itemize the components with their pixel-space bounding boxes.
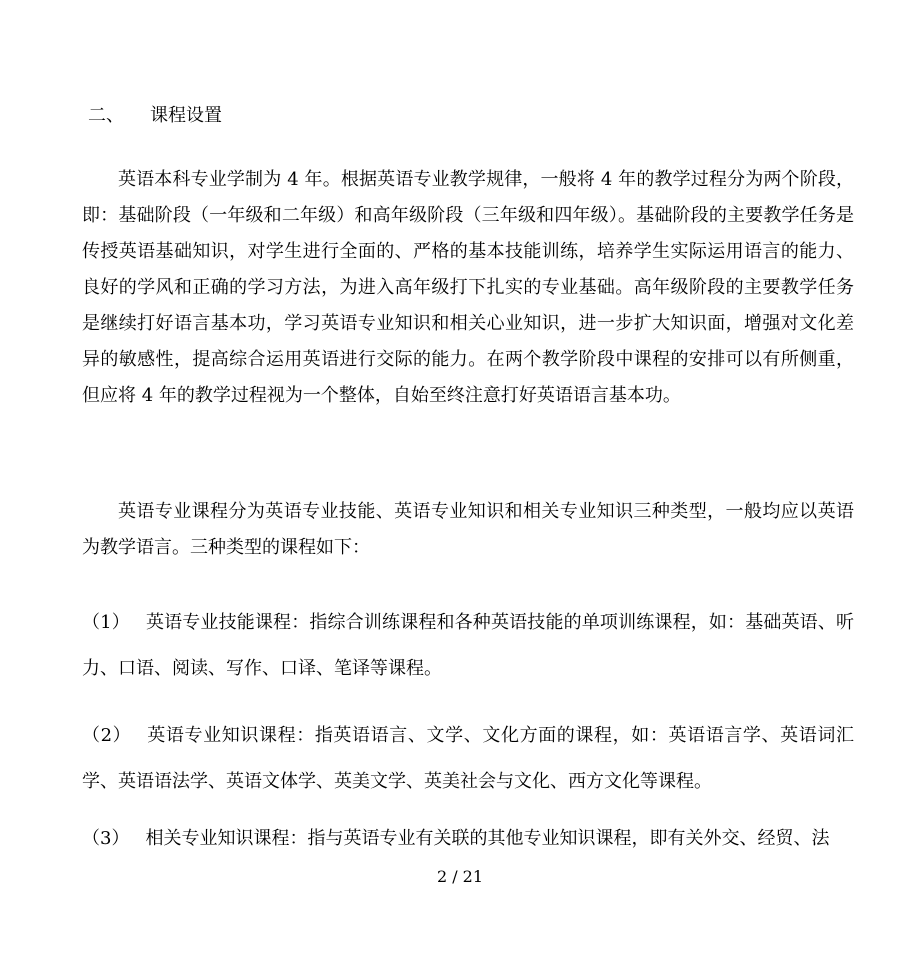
section-number: 二、 xyxy=(88,105,124,126)
list-item-related-courses xyxy=(82,816,854,862)
list-marker: （1） xyxy=(82,612,130,633)
list-marker: （3） xyxy=(82,828,130,849)
section-heading xyxy=(88,104,222,128)
paragraph-curriculum-overview: 英语本科专业学制为 4 年。根据英语专业教学规律，一般将 4 年的教学过程分为两个阶段，即：基础阶段（一年级和二年级）和高年级阶段（三年级和四年级）。基础阶段的主要教学任务是传授英语基础知识，对学生进行全面的、严格的基本技能训练，培养学生实际运用语言的能力、良好的学风和正确的学习方法，为进入高年级打下扎实的专业基础。高年级阶段的主要教学任务是继续打好语言基本功，学习英语专业知识和相关心业知识，进一步扩大知识面，增强对文化差异的敏感性，提高综合运用英语进行交际的能力。在两个教学阶段中课程的安排可以有所侧重，但应将 4 年的教学过程视为一个整体，自始至终注意打好英语语言基本功。 xyxy=(82,169,854,406)
section-title: 课程设置 xyxy=(150,105,222,126)
page-number: 2 / 21 xyxy=(436,867,484,886)
list-item-skills-courses xyxy=(82,600,854,692)
list-item-text: 相关专业知识课程：指与英语专业有关联的其他专业知识课程，即有关外交、经贸、法 xyxy=(145,828,830,849)
list-item-knowledge-courses xyxy=(82,713,854,805)
paragraph-course-types: 英语专业课程分为英语专业技能、英语专业知识和相关专业知识三种类型，一般均应以英语为教学语言。三种类型的课程如下： xyxy=(82,501,854,558)
list-item-text: 英语专业知识课程：指英语语言、文学、文化方面的课程，如：英语语言学、英语词汇学、英语语法学、英语文体学、英美文学、英美社会与文化、西方文化等课程。 xyxy=(82,725,854,792)
list-marker: （2） xyxy=(82,725,132,746)
list-item-text: 英语专业技能课程：指综合训练课程和各种英语技能的单项训练课程，如：基础英语、听力、口语、阅读、写作、口译、笔译等课程。 xyxy=(82,612,855,679)
